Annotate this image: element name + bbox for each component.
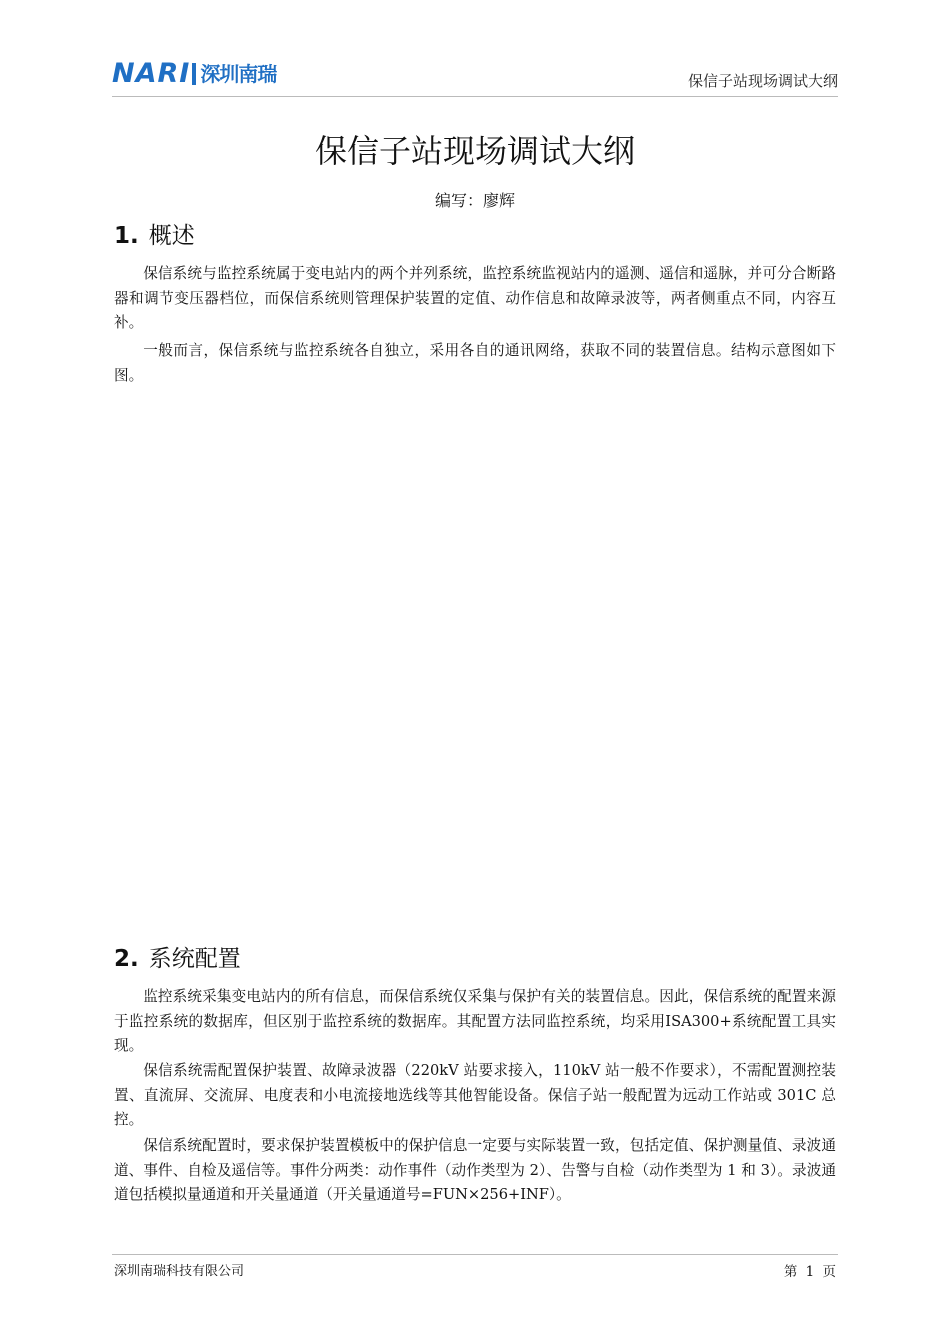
- page-number: 第 1 页: [783, 1264, 836, 1280]
- logo-latin: NARI: [112, 58, 191, 89]
- paragraph: 监控系统采集变电站内的所有信息，而保信系统仅采集与保护有关的装置信息。因此，保信系统的配置来源于监控系统的数据库，但区别于监控系统的数据库。其配置方法同监控系统，均采用ISA300+系统配置工具实现。: [114, 988, 836, 1054]
- section-heading-overview: [114, 217, 195, 250]
- logo-chinese: 深圳南瑞: [200, 62, 277, 86]
- footer-divider: [112, 1254, 838, 1255]
- section-number: 1.: [114, 223, 139, 249]
- paragraph: 保信系统配置时，要求保护装置模板中的保护信息一定要与实际装置一致，包括定值、保护测量值、录波通道、事件、自检及遥信等。事件分两类：动作事件（动作类型为 2）、告警与自检（动作类型为 1 和 3）。录波通道包括模拟量通道和开关量通道（开关量通道号=FUN×256+INF）。: [114, 1137, 836, 1203]
- paragraph: 保信系统与监控系统属于变电站内的两个并列系统，监控系统监视站内的遥测、遥信和遥脉，并可分合断路器和调节变压器档位，而保信系统则管理保护装置的定值、动作信息和故障录波等，两者侧重点不同，内容互补。: [114, 265, 836, 331]
- section-number: 2.: [114, 946, 139, 972]
- paragraph: 一般而言，保信系统与监控系统各自独立，采用各自的通讯网络，获取不同的装置信息。结构示意图如下图。: [114, 342, 836, 384]
- header-divider: [112, 96, 838, 97]
- section-title: 系统配置: [148, 946, 241, 972]
- nari-logo: [112, 60, 276, 88]
- page-header: [112, 58, 838, 98]
- paragraph: 保信系统需配置保护装置、故障录波器（220kV 站要求接入，110kV 站一般不作要求），不需配置测控装置、直流屏、交流屏、电度表和小电流接地选线等其他智能设备。保信子站一般配置为远动工作站或 301C 总控。: [114, 1062, 836, 1128]
- section-title: 概述: [148, 223, 195, 249]
- document-title: 保信子站现场调试大纲: [314, 132, 635, 170]
- logo-divider: [192, 63, 196, 85]
- section-heading-system-config: [114, 940, 241, 973]
- document-author: 编写：廖辉: [434, 191, 515, 210]
- footer-company: 深圳南瑞科技有限公司: [114, 1264, 245, 1279]
- running-title: 保信子站现场调试大纲: [687, 72, 838, 90]
